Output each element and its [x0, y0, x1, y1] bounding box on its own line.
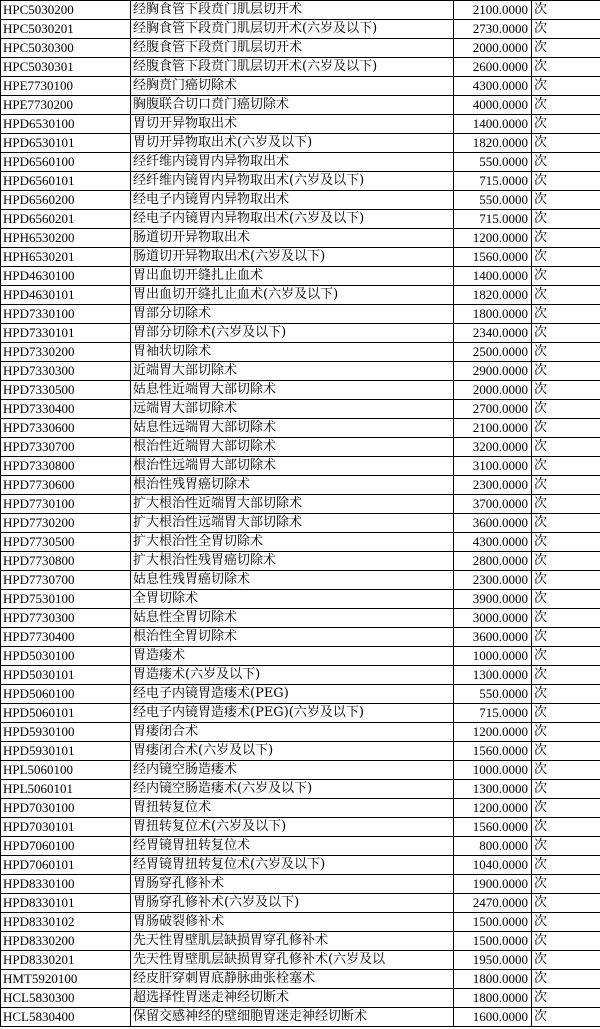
item-code-cell: HPD4630100 — [1, 267, 131, 286]
table-row — [1, 647, 600, 666]
item-unit-cell: 次 — [532, 419, 600, 438]
item-price-cell: 1500.0000 — [454, 913, 532, 932]
item-price-cell: 2730.0000 — [454, 20, 532, 39]
item-unit-cell: 次 — [532, 989, 600, 1008]
item-name-cell: 扩大根治性远端胃大部切除术 — [131, 514, 454, 533]
item-price-cell: 1200.0000 — [454, 229, 532, 248]
item-price-cell: 2500.0000 — [454, 343, 532, 362]
item-code-cell: HPD5030100 — [1, 647, 131, 666]
item-price-cell: 3000.0000 — [454, 609, 532, 628]
item-price-cell: 3100.0000 — [454, 457, 532, 476]
item-price-cell: 2000.0000 — [454, 39, 532, 58]
table-row — [1, 77, 600, 96]
table-row — [1, 96, 600, 115]
item-code-cell: HPD7330200 — [1, 343, 131, 362]
item-name-cell: 经电子内镜胃内异物取出术(六岁及以下) — [131, 210, 454, 229]
item-unit-cell: 次 — [532, 647, 600, 666]
item-name-cell: 胃造瘘术(六岁及以下) — [131, 666, 454, 685]
item-unit-cell: 次 — [532, 305, 600, 324]
item-unit-cell: 次 — [532, 400, 600, 419]
item-name-cell: 胃肠破裂修补术 — [131, 913, 454, 932]
item-unit-cell: 次 — [532, 381, 600, 400]
table-row — [1, 818, 600, 837]
item-price-cell: 1560.0000 — [454, 742, 532, 761]
item-price-cell: 3200.0000 — [454, 438, 532, 457]
item-name-cell: 根治性残胃癌切除术 — [131, 476, 454, 495]
item-code-cell: HPD6530100 — [1, 115, 131, 134]
item-name-cell: 胃肠穿孔修补术(六岁及以下) — [131, 894, 454, 913]
item-name-cell: 胃瘘闭合术 — [131, 723, 454, 742]
item-price-cell: 2600.0000 — [454, 58, 532, 77]
table-row — [1, 267, 600, 286]
item-price-cell: 2340.0000 — [454, 324, 532, 343]
item-name-cell: 经电子内镜胃内异物取出术 — [131, 191, 454, 210]
item-name-cell: 姑息性远端胃大部切除术 — [131, 419, 454, 438]
item-code-cell: HMT5920100 — [1, 970, 131, 989]
item-code-cell: HPD7730300 — [1, 609, 131, 628]
item-name-cell: 经纤维内镜胃内异物取出术(六岁及以下) — [131, 172, 454, 191]
table-row — [1, 400, 600, 419]
item-name-cell: 先天性胃壁肌层缺损胃穿孔修补术(六岁及以 — [131, 951, 454, 970]
item-unit-cell: 次 — [532, 951, 600, 970]
item-code-cell: HPD8330100 — [1, 875, 131, 894]
item-name-cell: 胃扭转复位术(六岁及以下) — [131, 818, 454, 837]
item-price-cell: 3700.0000 — [454, 495, 532, 514]
item-name-cell: 扩大根治性残胃癌切除术 — [131, 552, 454, 571]
table-row — [1, 875, 600, 894]
item-price-cell: 1200.0000 — [454, 799, 532, 818]
item-name-cell: 经电子内镜胃造瘘术(PEG) — [131, 685, 454, 704]
item-code-cell: HPD7030101 — [1, 818, 131, 837]
item-name-cell: 扩大根治性全胃切除术 — [131, 533, 454, 552]
item-unit-cell: 次 — [532, 780, 600, 799]
table-row — [1, 115, 600, 134]
item-price-cell: 1800.0000 — [454, 305, 532, 324]
item-code-cell: HPD7330101 — [1, 324, 131, 343]
item-price-cell: 3600.0000 — [454, 628, 532, 647]
item-unit-cell: 次 — [532, 324, 600, 343]
item-name-cell: 经胸贲门癌切除术 — [131, 77, 454, 96]
item-code-cell: HPD7730800 — [1, 552, 131, 571]
item-unit-cell: 次 — [532, 875, 600, 894]
table-row — [1, 533, 600, 552]
item-price-cell: 2470.0000 — [454, 894, 532, 913]
item-name-cell: 胃出血切开缝扎止血术(六岁及以下) — [131, 286, 454, 305]
table-row — [1, 1, 600, 20]
item-price-cell: 1040.0000 — [454, 856, 532, 875]
item-unit-cell: 次 — [532, 856, 600, 875]
item-name-cell: 先天性胃壁肌层缺损胃穿孔修补术 — [131, 932, 454, 951]
table-row — [1, 457, 600, 476]
table-row — [1, 552, 600, 571]
item-price-cell: 3600.0000 — [454, 514, 532, 533]
item-unit-cell: 次 — [532, 229, 600, 248]
table-row — [1, 1008, 600, 1027]
item-code-cell: HPD7330600 — [1, 419, 131, 438]
item-code-cell: HPD8330101 — [1, 894, 131, 913]
item-unit-cell: 次 — [532, 343, 600, 362]
item-name-cell: 姑息性全胃切除术 — [131, 609, 454, 628]
item-unit-cell: 次 — [532, 723, 600, 742]
item-unit-cell: 次 — [532, 685, 600, 704]
item-unit-cell: 次 — [532, 115, 600, 134]
table-row — [1, 191, 600, 210]
table-row — [1, 628, 600, 647]
item-name-cell: 经皮肝穿刺胃底静脉曲张栓塞术 — [131, 970, 454, 989]
item-price-cell: 3900.0000 — [454, 590, 532, 609]
item-price-cell: 1000.0000 — [454, 761, 532, 780]
table-row — [1, 666, 600, 685]
item-unit-cell: 次 — [532, 837, 600, 856]
table-row — [1, 609, 600, 628]
table-row — [1, 58, 600, 77]
table-row — [1, 343, 600, 362]
item-unit-cell: 次 — [532, 495, 600, 514]
item-code-cell: HPD5060101 — [1, 704, 131, 723]
item-name-cell: 经纤维内镜胃内异物取出术 — [131, 153, 454, 172]
item-unit-cell: 次 — [532, 457, 600, 476]
table-row — [1, 305, 600, 324]
item-unit-cell: 次 — [532, 533, 600, 552]
item-name-cell: 根治性远端胃大部切除术 — [131, 457, 454, 476]
item-code-cell: HPD8330200 — [1, 932, 131, 951]
item-price-cell: 715.0000 — [454, 210, 532, 229]
item-unit-cell: 次 — [532, 248, 600, 267]
item-price-cell: 550.0000 — [454, 685, 532, 704]
item-name-cell: 经胸食管下段贲门肌层切开术(六岁及以下) — [131, 20, 454, 39]
item-code-cell: HPD7330800 — [1, 457, 131, 476]
item-name-cell: 根治性近端胃大部切除术 — [131, 438, 454, 457]
item-name-cell: 经腹食管下段贲门肌层切开术(六岁及以下) — [131, 58, 454, 77]
item-name-cell: 经内镜空肠造瘘术(六岁及以下) — [131, 780, 454, 799]
table-row — [1, 153, 600, 172]
item-name-cell: 姑息性近端胃大部切除术 — [131, 381, 454, 400]
item-code-cell: HPD5030101 — [1, 666, 131, 685]
item-code-cell: HPE7730100 — [1, 77, 131, 96]
item-code-cell: HPC5030300 — [1, 39, 131, 58]
fee-table-body — [1, 1, 600, 1027]
item-unit-cell: 次 — [532, 210, 600, 229]
item-unit-cell: 次 — [532, 1, 600, 20]
item-unit-cell: 次 — [532, 628, 600, 647]
table-row — [1, 495, 600, 514]
item-price-cell: 1400.0000 — [454, 267, 532, 286]
item-price-cell: 715.0000 — [454, 704, 532, 723]
item-code-cell: HPD7330100 — [1, 305, 131, 324]
item-code-cell: HPD8330201 — [1, 951, 131, 970]
item-code-cell: HPD7330700 — [1, 438, 131, 457]
item-name-cell: 胸腹联合切口贲门癌切除术 — [131, 96, 454, 115]
item-price-cell: 4300.0000 — [454, 533, 532, 552]
item-price-cell: 1900.0000 — [454, 875, 532, 894]
item-unit-cell: 次 — [532, 761, 600, 780]
table-row — [1, 381, 600, 400]
item-code-cell: HPD5930101 — [1, 742, 131, 761]
item-name-cell: 近端胃大部切除术 — [131, 362, 454, 381]
item-name-cell: 经内镜空肠造瘘术 — [131, 761, 454, 780]
table-row — [1, 970, 600, 989]
item-name-cell: 经胃镜胃扭转复位术(六岁及以下) — [131, 856, 454, 875]
table-row — [1, 761, 600, 780]
table-row — [1, 20, 600, 39]
item-code-cell: HPD5060100 — [1, 685, 131, 704]
item-price-cell: 2800.0000 — [454, 552, 532, 571]
item-price-cell: 2100.0000 — [454, 419, 532, 438]
item-unit-cell: 次 — [532, 894, 600, 913]
table-row — [1, 685, 600, 704]
item-price-cell: 1800.0000 — [454, 970, 532, 989]
item-price-cell: 1820.0000 — [454, 134, 532, 153]
item-name-cell: 胃扭转复位术 — [131, 799, 454, 818]
item-name-cell: 肠道切开异物取出术 — [131, 229, 454, 248]
item-code-cell: HPD7330300 — [1, 362, 131, 381]
table-row — [1, 932, 600, 951]
item-code-cell: HPD4630101 — [1, 286, 131, 305]
table-row — [1, 742, 600, 761]
item-price-cell: 2000.0000 — [454, 381, 532, 400]
item-name-cell: 胃造瘘术 — [131, 647, 454, 666]
item-name-cell: 远端胃大部切除术 — [131, 400, 454, 419]
item-code-cell: HPC5030200 — [1, 1, 131, 20]
item-code-cell: HPD7060100 — [1, 837, 131, 856]
table-row — [1, 438, 600, 457]
item-unit-cell: 次 — [532, 39, 600, 58]
table-row — [1, 571, 600, 590]
item-unit-cell: 次 — [532, 77, 600, 96]
item-price-cell: 1200.0000 — [454, 723, 532, 742]
item-name-cell: 胃肠穿孔修补术 — [131, 875, 454, 894]
item-code-cell: HPL5060100 — [1, 761, 131, 780]
item-price-cell: 2900.0000 — [454, 362, 532, 381]
item-name-cell: 经胸食管下段贲门肌层切开术 — [131, 1, 454, 20]
item-name-cell: 经电子内镜胃造瘘术(PEG)(六岁及以下) — [131, 704, 454, 723]
item-code-cell: HPD7060101 — [1, 856, 131, 875]
item-code-cell: HCL5830400 — [1, 1008, 131, 1027]
item-unit-cell: 次 — [532, 970, 600, 989]
item-unit-cell: 次 — [532, 704, 600, 723]
item-code-cell: HPD7330400 — [1, 400, 131, 419]
item-unit-cell: 次 — [532, 191, 600, 210]
item-code-cell: HPC5030201 — [1, 20, 131, 39]
table-row — [1, 210, 600, 229]
item-code-cell: HPD6560100 — [1, 153, 131, 172]
item-unit-cell: 次 — [532, 666, 600, 685]
table-row — [1, 799, 600, 818]
item-price-cell: 1800.0000 — [454, 989, 532, 1008]
item-price-cell: 1300.0000 — [454, 780, 532, 799]
table-row — [1, 172, 600, 191]
item-code-cell: HPD7730200 — [1, 514, 131, 533]
item-unit-cell: 次 — [532, 609, 600, 628]
item-name-cell: 胃出血切开缝扎止血术 — [131, 267, 454, 286]
item-price-cell: 1300.0000 — [454, 666, 532, 685]
table-row — [1, 248, 600, 267]
item-unit-cell: 次 — [532, 742, 600, 761]
table-row — [1, 229, 600, 248]
item-code-cell: HPC5030301 — [1, 58, 131, 77]
item-code-cell: HPD5930100 — [1, 723, 131, 742]
item-unit-cell: 次 — [532, 818, 600, 837]
item-name-cell: 肠道切开异物取出术(六岁及以下) — [131, 248, 454, 267]
item-price-cell: 1500.0000 — [454, 932, 532, 951]
item-price-cell: 2300.0000 — [454, 476, 532, 495]
table-row — [1, 780, 600, 799]
table-row — [1, 704, 600, 723]
table-row — [1, 894, 600, 913]
table-row — [1, 476, 600, 495]
item-code-cell: HPD7330500 — [1, 381, 131, 400]
table-row — [1, 514, 600, 533]
item-price-cell: 4300.0000 — [454, 77, 532, 96]
item-unit-cell: 次 — [532, 799, 600, 818]
item-code-cell: HPH6530201 — [1, 248, 131, 267]
item-unit-cell: 次 — [532, 20, 600, 39]
item-code-cell: HCL5830300 — [1, 989, 131, 1008]
item-price-cell: 1560.0000 — [454, 248, 532, 267]
item-price-cell: 1600.0000 — [454, 1008, 532, 1027]
item-name-cell: 全胃切除术 — [131, 590, 454, 609]
item-price-cell: 1560.0000 — [454, 818, 532, 837]
item-unit-cell: 次 — [532, 1008, 600, 1027]
item-name-cell: 姑息性残胃癌切除术 — [131, 571, 454, 590]
table-row — [1, 362, 600, 381]
item-name-cell: 根治性全胃切除术 — [131, 628, 454, 647]
item-code-cell: HPD6560201 — [1, 210, 131, 229]
item-price-cell: 2300.0000 — [454, 571, 532, 590]
table-row — [1, 837, 600, 856]
item-name-cell: 胃切开异物取出术 — [131, 115, 454, 134]
item-code-cell: HPD6560200 — [1, 191, 131, 210]
item-unit-cell: 次 — [532, 476, 600, 495]
item-code-cell: HPD7730100 — [1, 495, 131, 514]
item-price-cell: 2700.0000 — [454, 400, 532, 419]
item-name-cell: 超选择性胃迷走神经切断术 — [131, 989, 454, 1008]
item-price-cell: 550.0000 — [454, 191, 532, 210]
item-name-cell: 胃部分切除术(六岁及以下) — [131, 324, 454, 343]
item-name-cell: 扩大根治性近端胃大部切除术 — [131, 495, 454, 514]
item-unit-cell: 次 — [532, 96, 600, 115]
item-name-cell: 胃部分切除术 — [131, 305, 454, 324]
item-unit-cell: 次 — [532, 514, 600, 533]
item-code-cell: HPD6530101 — [1, 134, 131, 153]
table-row — [1, 286, 600, 305]
table-row — [1, 723, 600, 742]
item-unit-cell: 次 — [532, 913, 600, 932]
item-code-cell: HPD6560101 — [1, 172, 131, 191]
item-code-cell: HPL5060101 — [1, 780, 131, 799]
table-row — [1, 989, 600, 1008]
table-row — [1, 856, 600, 875]
item-code-cell: HPH6530200 — [1, 229, 131, 248]
item-code-cell: HPE7730200 — [1, 96, 131, 115]
item-name-cell: 经腹食管下段贲门肌层切开术 — [131, 39, 454, 58]
item-code-cell: HPD7530100 — [1, 590, 131, 609]
item-name-cell: 保留交感神经的壁细胞胃迷走神经切断术 — [131, 1008, 454, 1027]
item-code-cell: HPD7730700 — [1, 571, 131, 590]
table-row — [1, 324, 600, 343]
item-unit-cell: 次 — [532, 438, 600, 457]
item-unit-cell: 次 — [532, 571, 600, 590]
item-code-cell: HPD8330102 — [1, 913, 131, 932]
item-code-cell: HPD7730600 — [1, 476, 131, 495]
item-price-cell: 2100.0000 — [454, 1, 532, 20]
item-unit-cell: 次 — [532, 267, 600, 286]
item-price-cell: 1400.0000 — [454, 115, 532, 134]
item-price-cell: 715.0000 — [454, 172, 532, 191]
table-row — [1, 419, 600, 438]
table-row — [1, 913, 600, 932]
item-price-cell: 1000.0000 — [454, 647, 532, 666]
table-row — [1, 39, 600, 58]
item-price-cell: 4000.0000 — [454, 96, 532, 115]
item-price-cell: 1950.0000 — [454, 951, 532, 970]
item-unit-cell: 次 — [532, 362, 600, 381]
item-unit-cell: 次 — [532, 932, 600, 951]
item-name-cell: 胃袖状切除术 — [131, 343, 454, 362]
item-unit-cell: 次 — [532, 134, 600, 153]
item-code-cell: HPD7730400 — [1, 628, 131, 647]
table-row — [1, 951, 600, 970]
table-row — [1, 134, 600, 153]
item-price-cell: 550.0000 — [454, 153, 532, 172]
item-unit-cell: 次 — [532, 590, 600, 609]
table-row — [1, 590, 600, 609]
item-name-cell: 胃瘘闭合术(六岁及以下) — [131, 742, 454, 761]
item-unit-cell: 次 — [532, 58, 600, 77]
item-unit-cell: 次 — [532, 286, 600, 305]
item-price-cell: 800.0000 — [454, 837, 532, 856]
item-unit-cell: 次 — [532, 153, 600, 172]
item-name-cell: 经胃镜胃扭转复位术 — [131, 837, 454, 856]
item-code-cell: HPD7030100 — [1, 799, 131, 818]
item-code-cell: HPD7730500 — [1, 533, 131, 552]
item-name-cell: 胃切开异物取出术(六岁及以下) — [131, 134, 454, 153]
item-price-cell: 1820.0000 — [454, 286, 532, 305]
item-unit-cell: 次 — [532, 552, 600, 571]
item-unit-cell: 次 — [532, 172, 600, 191]
